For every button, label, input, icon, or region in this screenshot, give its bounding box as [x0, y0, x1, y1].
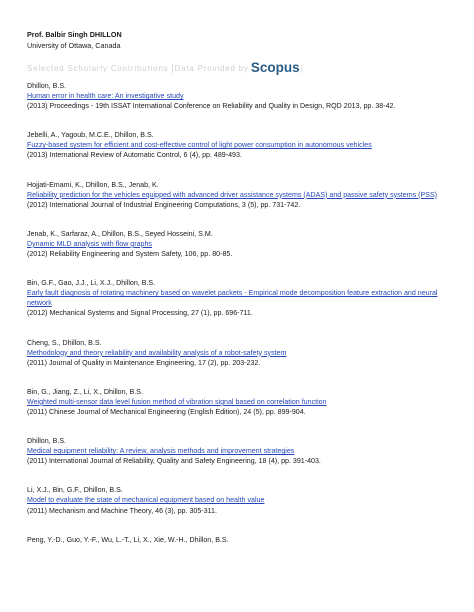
author-name: Prof. Balbir Singh DHILLON: [27, 30, 122, 39]
publication-authors: Hojjati-Emami, K., Dhillon, B.S., Jenab, K.: [27, 180, 159, 189]
publication-authors: Bin, G.F., Gao, J.J., Li, X.J., Dhillon, B.S.: [27, 279, 156, 288]
publication-title-link[interactable]: Medical equipment reliability: A review, analysis methods and improvement strategies: [27, 447, 295, 456]
publication-authors: Dhillon, B.S.: [27, 437, 67, 446]
publication-title-link[interactable]: Weighted multi-sensor data level fusion method of vibration signal based on correlation function: [27, 397, 327, 406]
scopus-logo: Scopus: [250, 59, 300, 75]
publication-entry: [27, 535, 457, 545]
publication-authors: Dhillon, B.S.: [27, 82, 67, 90]
publication-authors: Peng, Y.-D., Guo, Y.-F., Wu, L.-T., Li, X., Xie, W.-H., Dhillon, B.S.: [27, 535, 229, 544]
publication-source: (2011) Journal of Quality in Maintenance Engineering, 17 (2), pp. 203-232.: [27, 358, 261, 367]
publication-title-link[interactable]: Model to evaluate the state of mechanical equipment based on health value: [27, 496, 265, 505]
publication-authors: Jenab, K., Sarfaraz, A., Dhillon, B.S., Seyed Hosseini, S.M.: [27, 229, 213, 238]
publication-entry: [27, 338, 457, 368]
publication-entry: [27, 130, 457, 160]
publication-source: (2013) International Review of Automatic Control, 6 (4), pp. 489-493.: [27, 151, 242, 160]
publication-authors: Li, X.J., Bin, G.F., Dhillon, B.S.: [27, 486, 123, 495]
section-heading: [27, 57, 457, 79]
publication-list: [27, 81, 457, 545]
publication-source: (2011) International Journal of Reliability, Quality and Safety Engineering, 18 (4), pp. 391-403.: [27, 457, 321, 466]
publication-title-link[interactable]: Dynamic MLD analysis with flow graphs: [27, 239, 152, 248]
publication-authors: Cheng, S., Dhillon, B.S.: [27, 338, 102, 347]
publication-source: (2012) Reliability Engineering and System Safety, 106, pp. 80-85.: [27, 250, 233, 259]
publication-entry: [27, 387, 457, 417]
publication-source: (2012) International Journal of Industrial Engineering Computations, 3 (5), pp. 731-742.: [27, 200, 301, 209]
section-prefix: Selected Scholarly Contributions [Data Provided by: [27, 63, 249, 73]
publication-source: (2011) Chinese Journal of Mechanical Engineering (English Edition), 24 (5), pp. 899-904.: [27, 407, 306, 416]
publication-entry: [27, 180, 457, 210]
publication-entry: [27, 278, 457, 318]
affiliation: University of Ottawa, Canada: [27, 41, 121, 50]
publication-authors: Jebelli, A., Yagoub, M.C.E., Dhillon, B.S.: [27, 131, 154, 140]
publication-title-link[interactable]: Fuzzy-based system for efficient and cost-effective control of light power consumption in autonomous vehicles: [27, 141, 372, 150]
publication-source: (2013) Proceedings - 19th ISSAT International Conference on Reliability and Quality in Design, RQD 2013, pp. 38-42.: [27, 102, 396, 111]
publication-title-link[interactable]: Methodology and theory reliability and availability analysis of a robot-safety system: [27, 348, 287, 357]
publication-title-link[interactable]: Reliability prediction for the vehicles equipped with advanced driver assistance systems (ADAS) and passive safety systems (PSS): [27, 190, 438, 199]
publication-entry: [27, 81, 457, 111]
section-suffix: ]: [300, 63, 304, 73]
publication-authors: Bin, G., Jiang, Z., Li, X., Dhillon, B.S.: [27, 387, 143, 396]
publication-entry: [27, 436, 457, 466]
publication-entry: [27, 229, 457, 259]
publication-entry: [27, 485, 457, 515]
publication-source: (2012) Mechanical Systems and Signal Processing, 27 (1), pp. 696-711.: [27, 309, 253, 318]
publication-source: (2011) Mechanism and Machine Theory, 46 (3), pp. 305-311.: [27, 506, 217, 515]
publication-title-link[interactable]: Human error in health care: An investigative study: [27, 92, 184, 101]
document-page: [27, 30, 457, 545]
publication-title-link[interactable]: Early fault diagnosis of rotating machinery based on wavelet packets - Empirical mode decomposition feature extraction and neural network: [27, 289, 438, 308]
